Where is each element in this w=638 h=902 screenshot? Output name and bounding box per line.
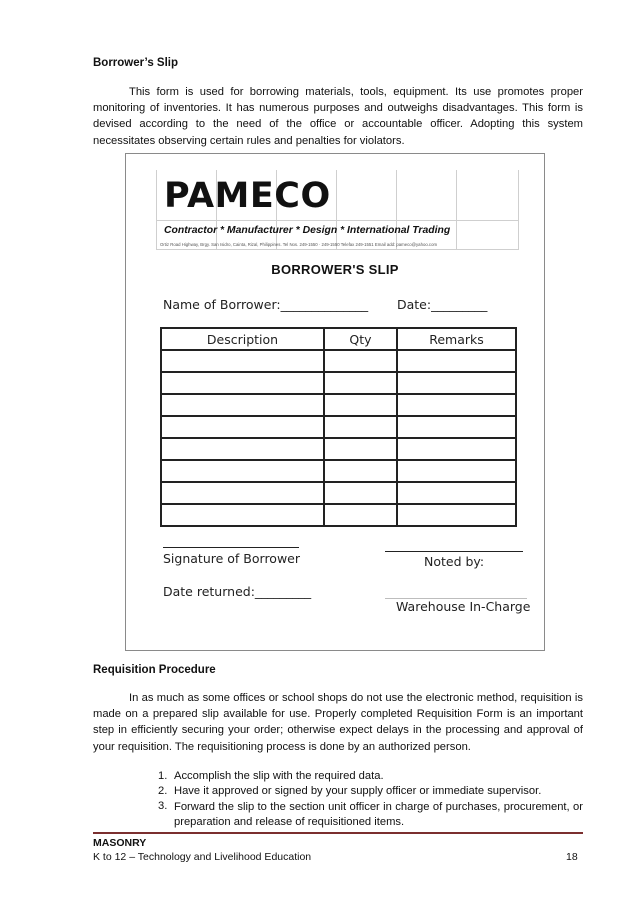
qty-cell <box>324 350 397 372</box>
qty-cell <box>324 438 397 460</box>
description-cell <box>161 438 324 460</box>
table-row <box>161 438 516 460</box>
section-heading-requisition-procedure: Requisition Procedure <box>93 664 216 676</box>
description-cell <box>161 394 324 416</box>
noted-by-line <box>385 551 523 552</box>
steps-list <box>158 770 583 830</box>
qty-cell <box>324 394 397 416</box>
borrowers-slip-form-figure <box>125 153 545 651</box>
description-cell <box>161 416 324 438</box>
table-row <box>161 372 516 394</box>
date-returned-label: Date returned:_________ <box>163 584 312 599</box>
warehouse-in-charge-label: Warehouse In-Charge <box>396 599 531 614</box>
section-heading-borrowers-slip: Borrower’s Slip <box>93 57 178 69</box>
items-table <box>160 327 517 527</box>
remarks-cell <box>397 438 516 460</box>
step-number: 3. <box>158 800 168 812</box>
step-text: Have it approved or signed by your supply officer or immediate supervisor. <box>174 785 542 797</box>
qty-cell <box>324 372 397 394</box>
form-title: BORROWER'S SLIP <box>271 262 399 277</box>
date-label: Date:_________ <box>397 297 488 312</box>
qty-cell <box>324 416 397 438</box>
footer-subject: MASONRY <box>93 837 147 849</box>
remarks-cell <box>397 350 516 372</box>
list-item <box>158 770 583 785</box>
table-row <box>161 416 516 438</box>
signature-line <box>163 547 299 548</box>
column-header-description: Description <box>161 328 324 350</box>
description-cell <box>161 372 324 394</box>
page-number: 18 <box>566 851 578 863</box>
description-cell <box>161 350 324 372</box>
remarks-cell <box>397 394 516 416</box>
table-row <box>161 504 516 526</box>
step-number: 1. <box>158 770 168 782</box>
company-logo-text: PAMECO <box>164 176 331 216</box>
footer-rule <box>93 832 583 834</box>
intro-paragraph: This form is used for borrowing materials, tools, equipment. Its use promotes proper monitoring of inventories. It has numerous purposes and outweighs disadvantages. This form is devised according to the need of the office or accountable officer. Adopting this system necessitates observing certain rules and penalties for violators. <box>93 86 583 147</box>
requisition-paragraph: In as much as some offices or school shops do not use the electronic method, requisition is made on a prepared slip available for use. Properly completed Requisition Form is an important step in efficiently securing your order; otherwise expect delays in the processing and approval of your requisition. The requisitioning process is done by an authorized person. <box>93 692 583 753</box>
remarks-cell <box>397 416 516 438</box>
table-row <box>161 394 516 416</box>
footer-course: K to 12 – Technology and Livelihood Education <box>93 851 312 863</box>
step-text: Forward the slip to the section unit officer in charge of purchases, procurement, or preparation and release of requisitioned items. <box>174 801 583 828</box>
column-header-qty: Qty <box>324 328 397 350</box>
description-cell <box>161 460 324 482</box>
company-tagline: Contractor * Manufacturer * Design * International Trading <box>164 225 451 236</box>
remarks-cell <box>397 482 516 504</box>
list-item <box>158 800 583 830</box>
name-of-borrower-label: Name of Borrower:______________ <box>163 297 369 312</box>
step-number: 2. <box>158 785 168 797</box>
remarks-cell <box>397 504 516 526</box>
table-header-row <box>161 328 516 350</box>
table-row <box>161 350 516 372</box>
table-row <box>161 460 516 482</box>
remarks-cell <box>397 372 516 394</box>
list-item <box>158 785 583 800</box>
qty-cell <box>324 504 397 526</box>
step-text: Accomplish the slip with the required data. <box>174 770 384 782</box>
column-header-remarks: Remarks <box>397 328 516 350</box>
description-cell <box>161 504 324 526</box>
remarks-cell <box>397 460 516 482</box>
company-address: Ortiz Road Highway, Brgy. San Isidro, Cainta, Rizal, Philippines. Tel Nos. 249-1550 · 249-1550 Telefax 249-1551 Email add: pameco@yahoo.com <box>160 242 438 247</box>
table-row <box>161 482 516 504</box>
qty-cell <box>324 460 397 482</box>
description-cell <box>161 482 324 504</box>
qty-cell <box>324 482 397 504</box>
noted-by-label: Noted by: <box>424 554 485 569</box>
signature-of-borrower-label: Signature of Borrower <box>163 551 301 566</box>
